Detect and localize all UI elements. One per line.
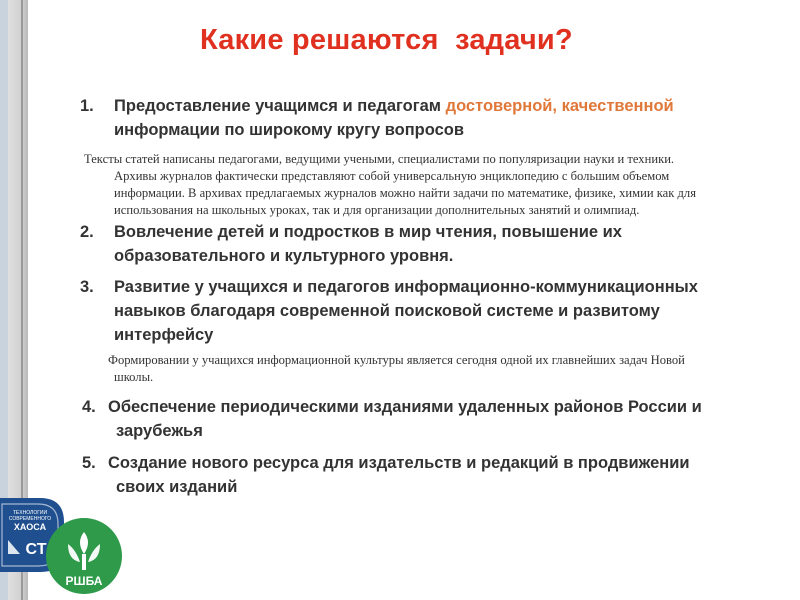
item-4-number: 4.	[82, 398, 96, 416]
note-1-line-4: использования на школьных уроках, так и для организации дополнительных занятий и олимпиад.	[114, 203, 640, 217]
note-2-line-2: школы.	[114, 370, 154, 384]
item-5-line-2: своих изданий	[116, 478, 238, 496]
item-1-line-2: информации по широкому кругу вопросов	[114, 121, 465, 139]
item-2-line-2: образовательного и культурного уровня.	[114, 247, 454, 265]
chaos-tech-logo-mark: СТ	[25, 541, 47, 558]
chaos-tech-logo-line-1: ТЕХНОЛОГИИ	[12, 510, 48, 516]
chaos-tech-logo-line-2: СОВРЕМЕННОГО	[8, 516, 52, 522]
item-1-number: 1.	[80, 97, 94, 115]
item-3-line-3: интерфейсу	[114, 326, 214, 344]
item-4-line-2: зарубежья	[116, 422, 203, 440]
list-item-5	[82, 451, 782, 499]
note-2	[108, 352, 788, 386]
note-1-line-2: Архивы журналов фактически представляют собой универсальную энциклопедию с большим объемом	[114, 169, 670, 183]
rshba-logo-name: РШБА	[65, 574, 103, 588]
note-1-line-3: информации. В архивах предлагаемых журналов можно найти задачи по математике, физике, химии как для	[114, 186, 696, 200]
slide-title: Какие решаются задачи?	[200, 24, 573, 56]
list-item-2	[80, 220, 780, 268]
note-1	[84, 151, 794, 219]
chaos-tech-logo-name: ХАОСА	[13, 522, 47, 532]
item-3-line-2: навыков благодаря современной поисковой системе и развитому	[114, 302, 660, 320]
item-1-line-1-accent: достоверной, качественной	[445, 97, 674, 115]
item-2-number: 2.	[80, 223, 94, 241]
item-3-line-1: Развитие у учащихся и педагогов информационно-коммуникационных	[114, 278, 698, 296]
item-5-number: 5.	[82, 454, 96, 472]
note-1-line-1: Тексты статей написаны педагогами, ведущими учеными, специалистами по популяризации науки и техники.	[84, 152, 675, 166]
item-5-line-1: Создание нового ресурса для издательств и редакций в продвижении	[108, 454, 690, 472]
note-2-line-1: Формировании у учащихся информационной культуры является сегодня одной их главнейших задач Новой	[108, 353, 685, 367]
item-3-number: 3.	[80, 278, 94, 296]
list-item-4	[82, 395, 782, 443]
rshba-logo	[46, 514, 122, 600]
item-1-line-1-prefix: Предоставление учащимся и педагогам	[114, 97, 446, 115]
item-4-line-1: Обеспечение периодическими изданиями удаленных районов России и	[108, 398, 702, 416]
item-1-line-1	[114, 94, 780, 118]
list-item-3	[80, 275, 780, 347]
list-item-1	[80, 94, 780, 142]
item-2-line-1: Вовлечение детей и подростков в мир чтения, повышение их	[114, 223, 622, 241]
